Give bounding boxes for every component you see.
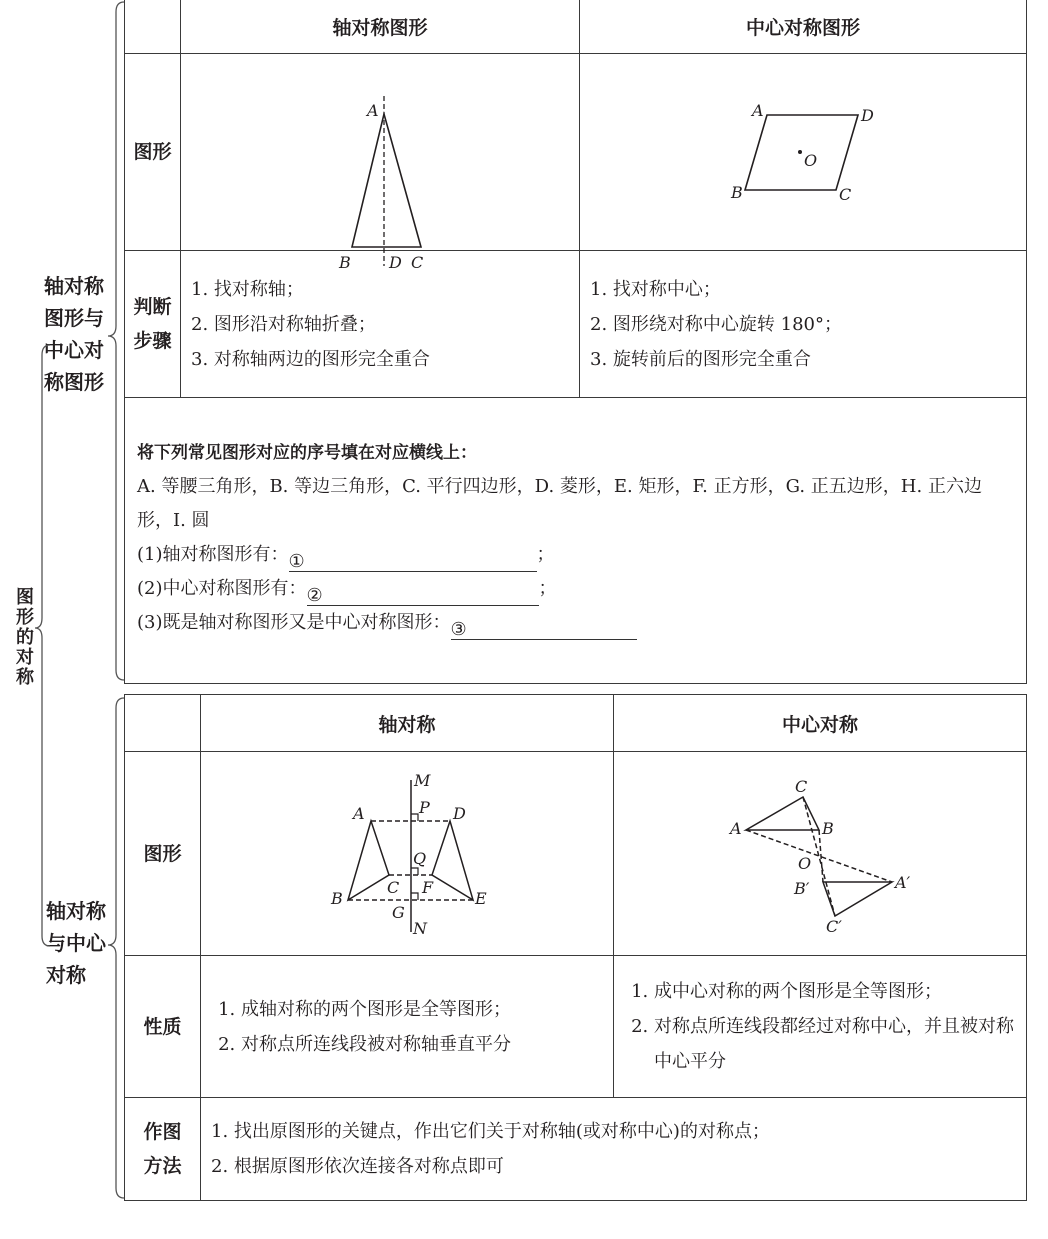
row-label-figure: 图形 [125, 752, 201, 956]
central-figure-cell [614, 752, 1027, 956]
corner-cell [125, 0, 181, 54]
label-C: C [795, 777, 808, 796]
corner-cell [125, 695, 201, 752]
label-C: C [387, 878, 400, 897]
axial-symmetry-figure [201, 752, 614, 955]
row-label-method: 作图 方法 [125, 1098, 201, 1201]
label-G: G [392, 903, 405, 922]
answer-blank-2[interactable]: ② [307, 579, 539, 606]
axial-figure-cell [181, 54, 580, 272]
label-C: C [839, 185, 852, 204]
central-figure-cell [580, 54, 1027, 251]
axial-steps: 1. 找对称轴； 2. 图形沿对称轴折叠； 3. 对称轴两边的图形完全重合 [181, 251, 580, 398]
drawing-method: 1. 找出原图形的关键点，作出它们关于对称轴(或对称中心)的对称点； 2. 根据原图形依次连接各对称点即可 [201, 1098, 1027, 1201]
upper-group-label: 轴对称 图形与 中心对 称图形 [44, 274, 104, 394]
axial-properties: 1. 成轴对称的两个图形是全等图形； 2. 对称点所连线段被对称轴垂直平分 [201, 956, 614, 1098]
label-C: C [411, 253, 424, 272]
label-C-prime: C′ [826, 917, 842, 936]
header-axial: 轴对称 [201, 695, 614, 752]
label-M: M [414, 771, 431, 790]
label-B: B [339, 253, 351, 272]
label-A-prime: A′ [895, 873, 911, 892]
label-B: B [331, 889, 343, 908]
label-D: D [453, 804, 466, 823]
isosceles-triangle-figure [181, 54, 580, 272]
central-steps: 1. 找对称中心； 2. 图形绕对称中心旋转 180°； 3. 旋转前后的图形完全重合 [580, 251, 1027, 398]
question-3: (3)既是轴对称图形又是中心对称图形：③ [137, 606, 1016, 640]
header-central: 中心对称 [614, 695, 1027, 752]
label-A: A [367, 101, 379, 120]
label-Q: Q [413, 849, 427, 868]
question-1: (1)轴对称图形有：① ； [137, 544, 555, 572]
lower-group-label: 轴对称 与中心 对称 [46, 899, 106, 987]
central-properties: 1. 成中心对称的两个图形是全等图形； 2. 对称点所连线段都经过对称中心，并且被对称中心平分 [614, 956, 1027, 1098]
label-D: D [861, 106, 874, 125]
label-D: D [389, 253, 402, 272]
answer-blank-1[interactable]: ① [289, 545, 537, 572]
label-N: N [413, 919, 427, 938]
row-label-figure: 图形 [125, 54, 181, 251]
label-B: B [731, 183, 743, 202]
question-2: (2)中心对称图形有：② ； [137, 578, 557, 606]
label-F: F [422, 878, 434, 897]
row-label-properties: 性质 [125, 956, 201, 1098]
table-symmetry-transformations [124, 694, 1027, 1201]
label-O: O [798, 854, 812, 873]
root-brace [35, 345, 50, 946]
root-label: 图 形 的 对 称 [16, 587, 34, 688]
label-B-prime: B′ [794, 879, 810, 898]
exercise-options-line2: 形，I. 圆 [137, 510, 210, 531]
axial-figure-cell [201, 752, 614, 956]
parallelogram-figure [580, 54, 1027, 250]
label-A: A [752, 101, 764, 120]
row-label-steps: 判断 步骤 [125, 251, 181, 398]
header-axial-figure: 轴对称图形 [181, 0, 580, 54]
label-O: O [804, 151, 818, 170]
lower-brace [108, 698, 124, 1198]
label-A: A [730, 819, 742, 838]
answer-blank-3[interactable]: ③ [451, 613, 637, 640]
header-central-figure: 中心对称图形 [580, 0, 1027, 54]
upper-brace [108, 2, 124, 680]
exercise-options-line1: A. 等腰三角形，B. 等边三角形，C. 平行四边形，D. 菱形，E. 矩形，F. 正方形，G. 正五边形，H. 正六边 [137, 476, 982, 497]
exercise-prompt: 将下列常见图形对应的序号填在对应横线上： [137, 443, 477, 463]
table-symmetric-figures [124, 0, 1027, 684]
label-A: A [353, 804, 365, 823]
label-B: B [822, 819, 834, 838]
central-symmetry-figure [614, 752, 1027, 955]
exercise-cell [125, 398, 1027, 684]
label-E: E [475, 889, 487, 908]
label-P: P [419, 798, 430, 817]
